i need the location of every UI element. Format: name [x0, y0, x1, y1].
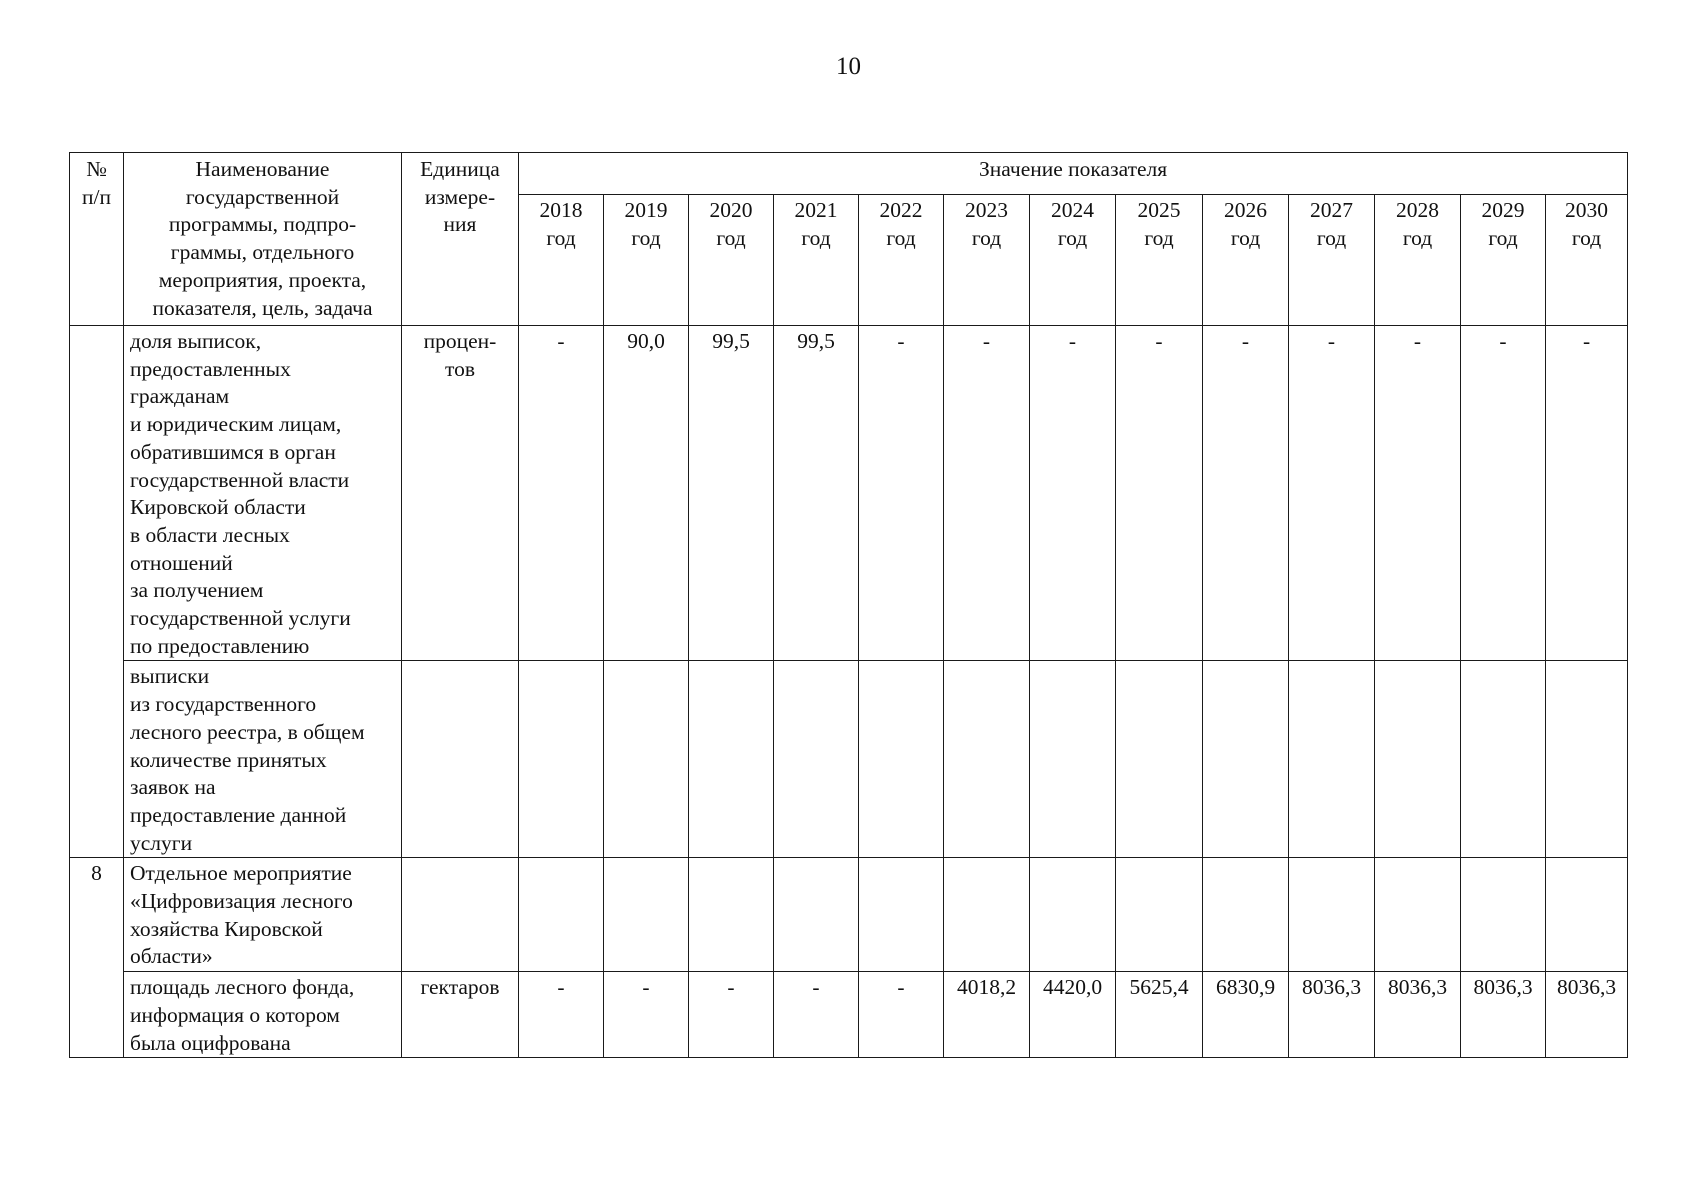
value-cell — [774, 661, 859, 858]
value-cell — [1116, 661, 1203, 858]
value-cell — [519, 661, 604, 858]
indicator-name: выписки из государственного лесного реестра, в общем количестве принятых заявок на предоставление данной услуги — [124, 661, 402, 858]
header-year-2023: 2023 год — [944, 195, 1030, 326]
value-cell — [1030, 661, 1116, 858]
unit-cell: процен- тов — [402, 326, 519, 661]
value-cell — [859, 661, 944, 858]
value-cell: 8036,3 — [1461, 972, 1546, 1058]
value-cell: - — [774, 972, 859, 1058]
value-cell: - — [944, 326, 1030, 661]
header-year-2021: 2021 год — [774, 195, 859, 326]
header-year-2025: 2025 год — [1116, 195, 1203, 326]
table-row — [70, 326, 1628, 661]
header-year-2026: 2026 год — [1203, 195, 1289, 326]
value-cell — [1461, 661, 1546, 858]
page-number: 10 — [836, 53, 861, 80]
indicator-name: доля выписок, предоставленных гражданам и юридическим лицам, обратившимся в орган государственной власти Кировской области в области лесных отношений за получением государственной услуги по предоставлению — [124, 326, 402, 661]
value-cell — [1546, 858, 1628, 972]
value-cell — [1375, 858, 1461, 972]
table-row — [70, 972, 1628, 1058]
value-cell — [1203, 858, 1289, 972]
value-cell — [604, 661, 689, 858]
header-year-2024: 2024 год — [1030, 195, 1116, 326]
value-cell — [1289, 661, 1375, 858]
value-cell — [1546, 661, 1628, 858]
header-year-2019: 2019 год — [604, 195, 689, 326]
value-cell: 8036,3 — [1375, 972, 1461, 1058]
value-cell: - — [859, 326, 944, 661]
value-cell: - — [1030, 326, 1116, 661]
value-cell — [1461, 858, 1546, 972]
header-row-top — [70, 153, 1628, 195]
value-cell — [944, 661, 1030, 858]
value-cell: - — [519, 326, 604, 661]
unit-cell — [402, 858, 519, 972]
row-number — [70, 326, 124, 858]
value-cell: - — [1461, 326, 1546, 661]
value-cell — [689, 661, 774, 858]
value-cell: - — [604, 972, 689, 1058]
header-year-2030: 2030 год — [1546, 195, 1628, 326]
indicators-table — [69, 152, 1628, 1058]
indicator-name: площадь лесного фонда, информация о котором была оцифрована — [124, 972, 402, 1058]
value-cell — [774, 858, 859, 972]
value-cell: 8036,3 — [1289, 972, 1375, 1058]
value-cell — [604, 858, 689, 972]
value-cell — [519, 858, 604, 972]
value-cell — [1289, 858, 1375, 972]
value-cell — [859, 858, 944, 972]
value-cell: - — [1375, 326, 1461, 661]
value-cell: - — [689, 972, 774, 1058]
value-cell — [1375, 661, 1461, 858]
value-cell — [1116, 858, 1203, 972]
header-year-2018: 2018 год — [519, 195, 604, 326]
value-cell: 4420,0 — [1030, 972, 1116, 1058]
header-year-2028: 2028 год — [1375, 195, 1461, 326]
indicator-name: Отдельное мероприятие «Цифровизация лесного хозяйства Кировской области» — [124, 858, 402, 972]
header-values-title: Значение показателя — [519, 153, 1628, 195]
header-num: № п/п — [70, 153, 124, 326]
header-name: Наименование государственной программы, подпро- граммы, отдельного мероприятия, проекта, показателя, цель, задача — [124, 153, 402, 326]
row-number: 8 — [70, 858, 124, 1058]
unit-cell: гектаров — [402, 972, 519, 1058]
header-year-2022: 2022 год — [859, 195, 944, 326]
value-cell: 8036,3 — [1546, 972, 1628, 1058]
value-cell — [1030, 858, 1116, 972]
value-cell: - — [859, 972, 944, 1058]
value-cell: 90,0 — [604, 326, 689, 661]
header-year-2020: 2020 год — [689, 195, 774, 326]
table-row — [70, 661, 1628, 858]
header-unit: Единица измере- ния — [402, 153, 519, 326]
value-cell: 4018,2 — [944, 972, 1030, 1058]
header-year-2029: 2029 год — [1461, 195, 1546, 326]
header-year-2027: 2027 год — [1289, 195, 1375, 326]
table-row — [70, 858, 1628, 972]
unit-cell — [402, 661, 519, 858]
value-cell: 99,5 — [689, 326, 774, 661]
value-cell: - — [1289, 326, 1375, 661]
value-cell: 6830,9 — [1203, 972, 1289, 1058]
value-cell — [944, 858, 1030, 972]
value-cell: - — [1203, 326, 1289, 661]
value-cell: 5625,4 — [1116, 972, 1203, 1058]
value-cell: - — [519, 972, 604, 1058]
value-cell — [1203, 661, 1289, 858]
value-cell: 99,5 — [774, 326, 859, 661]
value-cell: - — [1546, 326, 1628, 661]
value-cell: - — [1116, 326, 1203, 661]
value-cell — [689, 858, 774, 972]
